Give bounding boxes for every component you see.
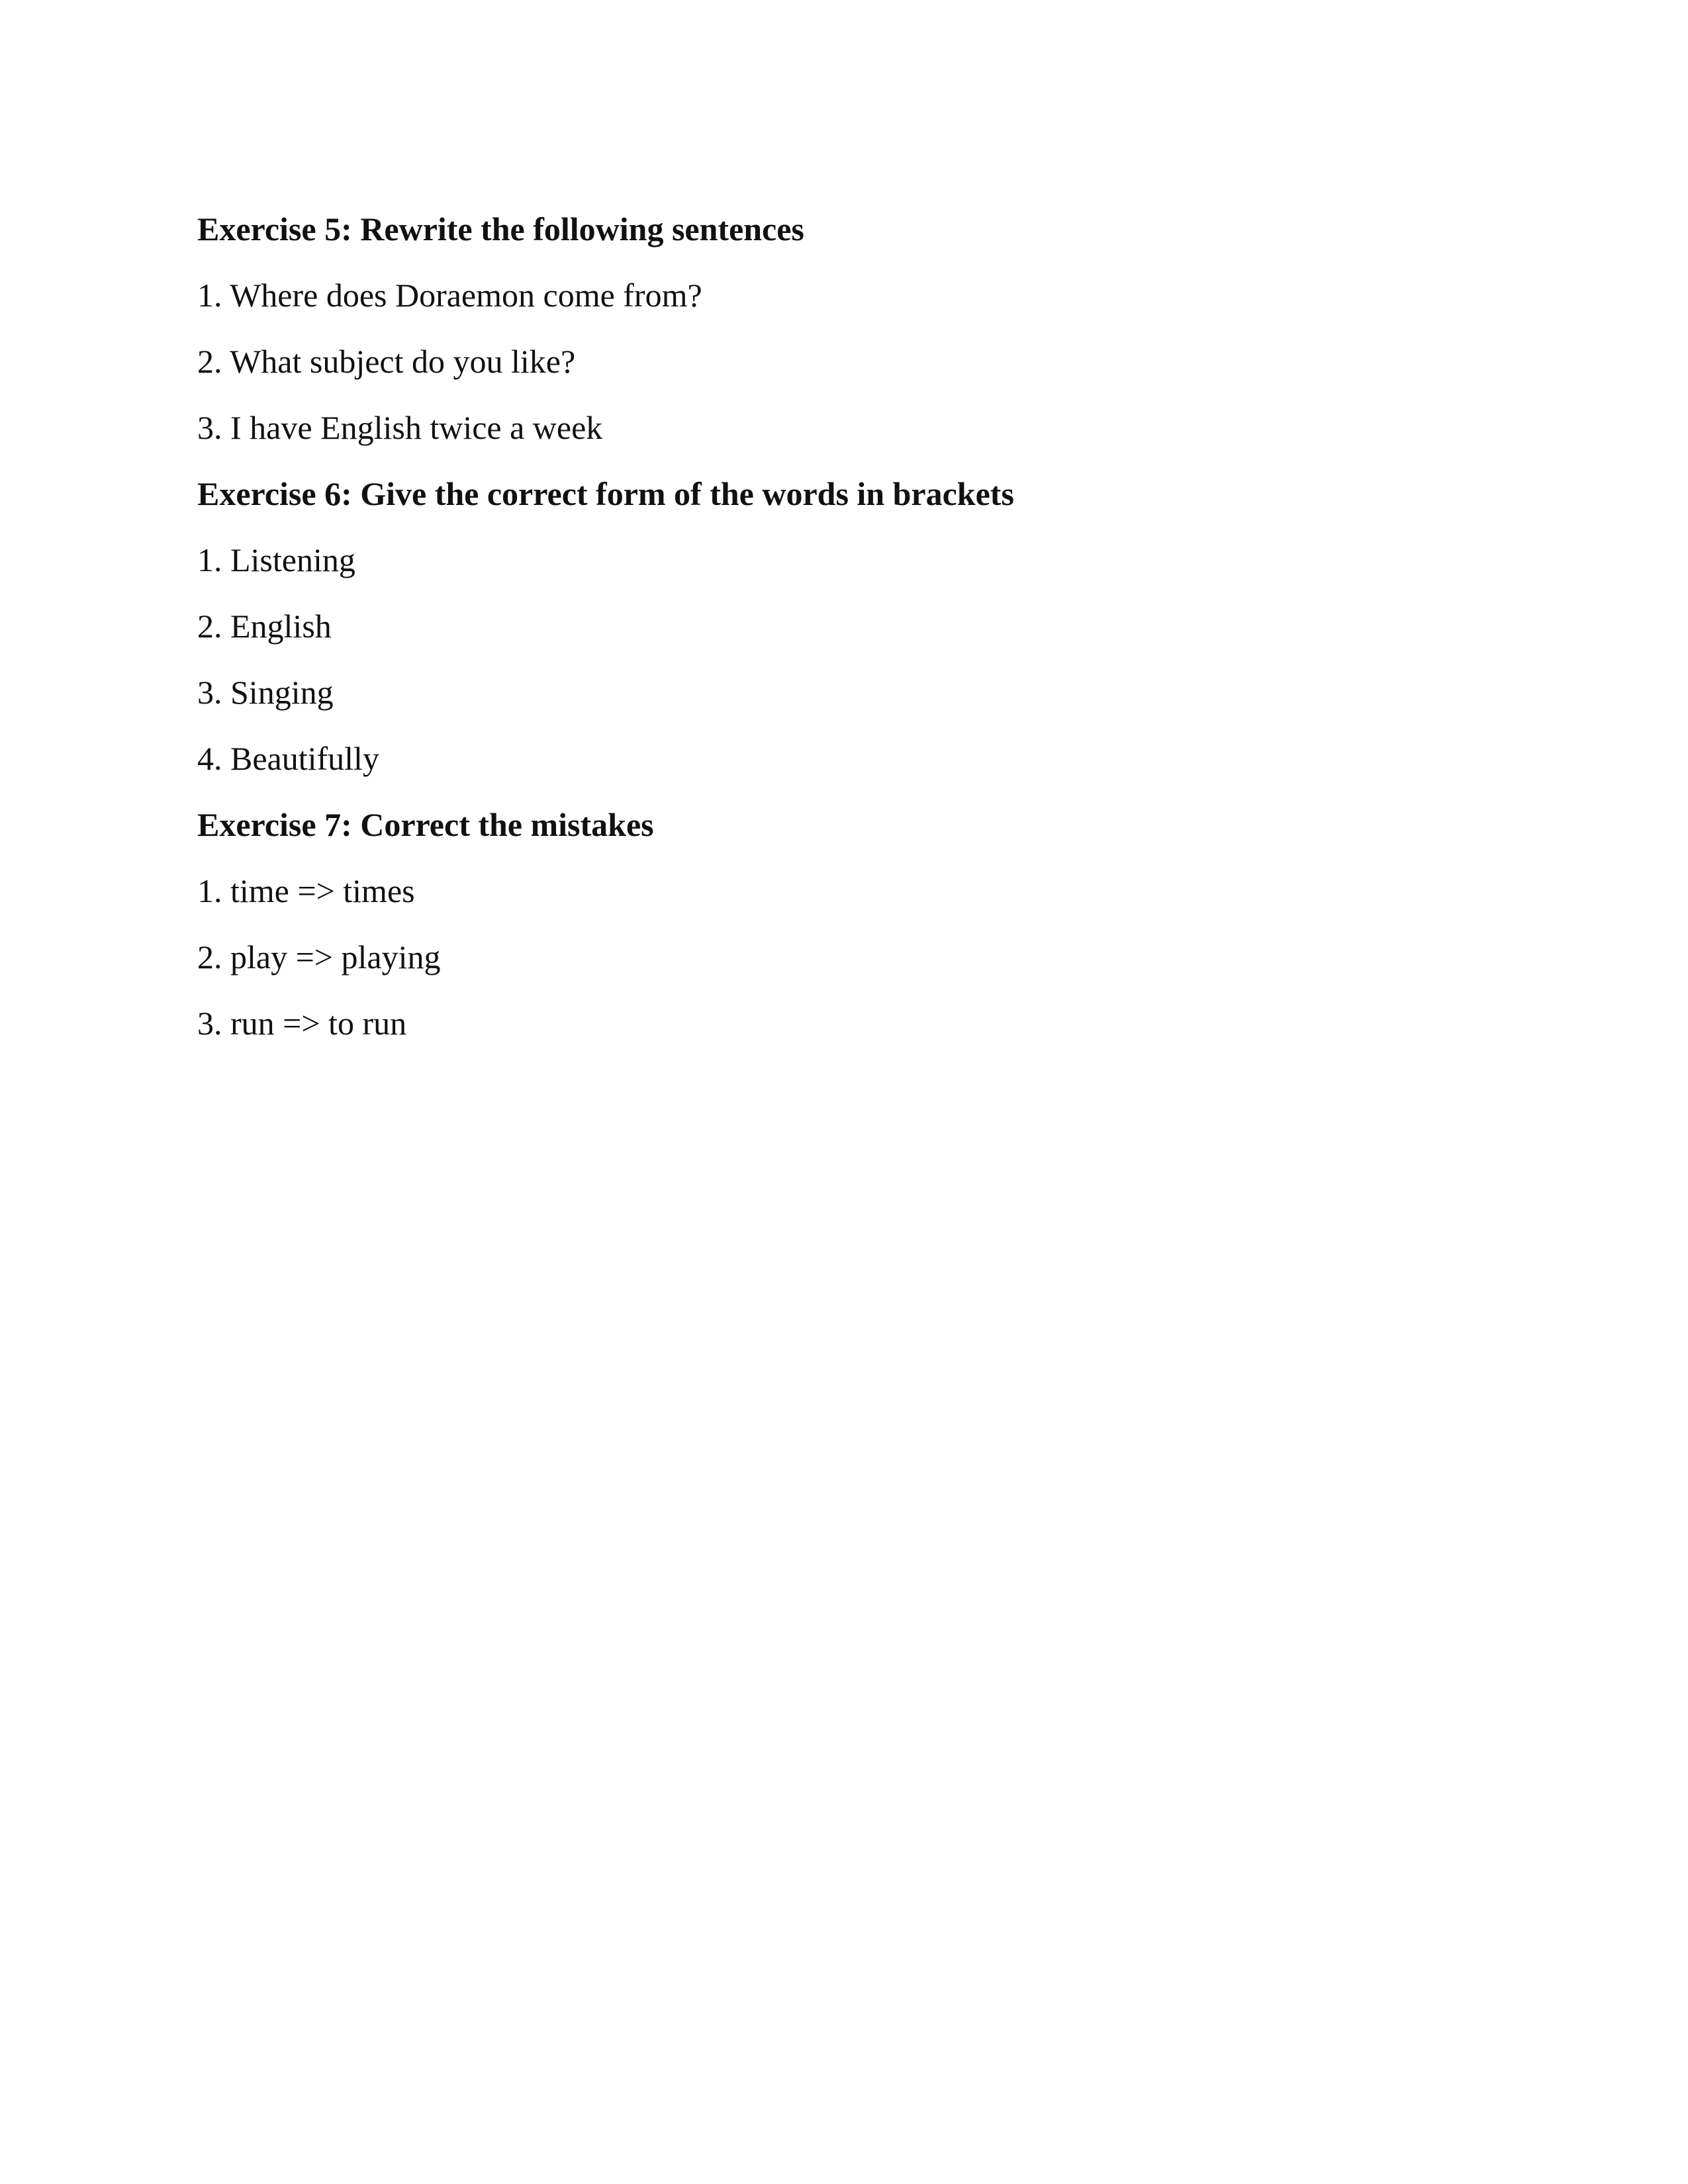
exercise-7-item-1: 1. time => times — [197, 872, 415, 909]
document-content — [197, 196, 1521, 1056]
exercise-6-item-3: 3. Singing — [197, 674, 334, 711]
exercise-7-item-3: 3. run => to run — [197, 1005, 407, 1042]
exercise-6-heading: Exercise 6: Give the correct form of the words in brackets — [197, 475, 1014, 512]
exercise-5-item-3: 3. I have English twice a week — [197, 409, 603, 446]
exercise-5-item-1: 1. Where does Doraemon come from? — [197, 277, 702, 314]
exercise-5-heading: Exercise 5: Rewrite the following sentences — [197, 210, 804, 248]
exercise-6-item-2: 2. English — [197, 608, 332, 645]
exercise-6-item-4: 4. Beautifully — [197, 740, 379, 777]
exercise-6-item-1: 1. Listening — [197, 541, 355, 578]
exercise-7-item-2: 2. play => playing — [197, 938, 441, 976]
exercise-5-item-2: 2. What subject do you like? — [197, 343, 576, 380]
exercise-7-heading: Exercise 7: Correct the mistakes — [197, 806, 654, 843]
